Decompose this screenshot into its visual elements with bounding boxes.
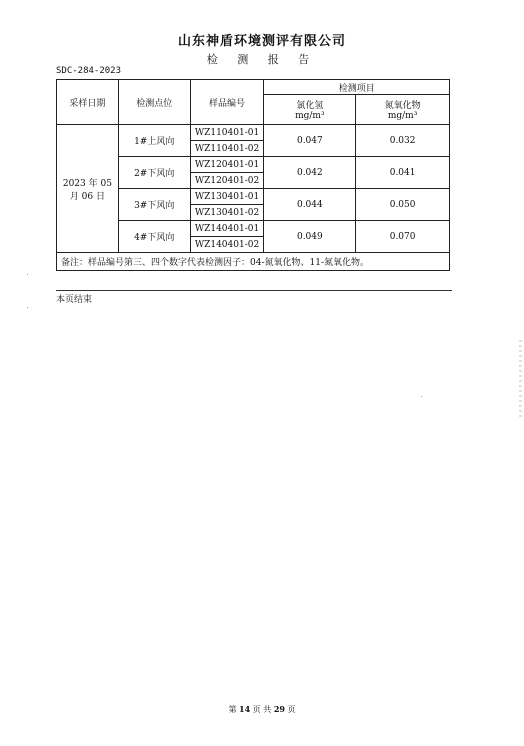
header-sampling-date: 采样日期	[57, 80, 119, 125]
header-test-items: 检测项目	[264, 80, 450, 95]
header-col-hcl-unit: mg/m³	[295, 111, 325, 121]
document-number: SDC-284-2023	[56, 66, 122, 76]
sample-id-cell: WZ140401-01	[190, 221, 264, 237]
header-location: 检测点位	[118, 80, 190, 125]
sample-id-cell: WZ130401-02	[190, 205, 264, 221]
company-name: 山东神盾环境测评有限公司	[177, 34, 346, 49]
sampling-date-cell	[57, 125, 119, 253]
header-col-nox-unit: mg/m³	[387, 111, 418, 121]
location-cell: 4#下风向	[118, 221, 190, 253]
sample-id-cell: WZ120401-01	[190, 157, 264, 173]
sample-id-cell: WZ110401-01	[190, 125, 264, 141]
hcl-value-cell: 0.047	[264, 125, 356, 157]
sample-id-cell: WZ130401-01	[190, 189, 264, 205]
page-footer	[0, 704, 524, 715]
sample-id-cell: WZ120401-02	[190, 173, 264, 189]
page-total: 29	[273, 704, 285, 714]
header-col-nox	[356, 95, 450, 125]
sample-id-cell: WZ110401-02	[190, 141, 264, 157]
hcl-value-cell: 0.042	[264, 157, 356, 189]
footer-prefix: 第	[228, 705, 237, 714]
footer-middle: 页 共	[252, 705, 272, 714]
end-of-page-text: 本页结束	[56, 295, 93, 305]
hcl-value-cell: 0.044	[264, 189, 356, 221]
location-cell: 1#上风向	[118, 125, 190, 157]
scan-speck	[27, 274, 28, 275]
date-line-1: 2023 年 05	[62, 178, 112, 189]
location-cell: 3#下风向	[118, 189, 190, 221]
report-title: 检 测 报 告	[206, 53, 318, 66]
results-table	[56, 79, 450, 271]
hcl-value-cell: 0.049	[264, 221, 356, 253]
scan-speck	[27, 307, 28, 308]
nox-value-cell: 0.050	[356, 189, 450, 221]
nox-value-cell: 0.070	[356, 221, 450, 253]
location-cell: 2#下风向	[118, 157, 190, 189]
page-number: 14	[239, 704, 251, 714]
nox-value-cell: 0.032	[356, 125, 450, 157]
sample-id-cell: WZ140401-02	[190, 237, 264, 253]
scan-edge-artifact	[519, 340, 522, 420]
scan-speck	[421, 396, 422, 397]
nox-value-cell: 0.041	[356, 157, 450, 189]
date-line-2: 月 06 日	[69, 191, 105, 202]
header-col-hcl-name: 氯化氢	[296, 101, 324, 111]
header-col-nox-name: 氮氧化物	[384, 101, 421, 111]
end-divider	[56, 290, 452, 291]
table-note: 备注：样品编号第三、四个数字代表检测因子：04-氮氧化物、11-氮氧化物。	[57, 253, 450, 271]
header-sample-id: 样品编号	[190, 80, 264, 125]
footer-suffix: 页	[287, 705, 296, 714]
header-col-hcl	[264, 95, 356, 125]
